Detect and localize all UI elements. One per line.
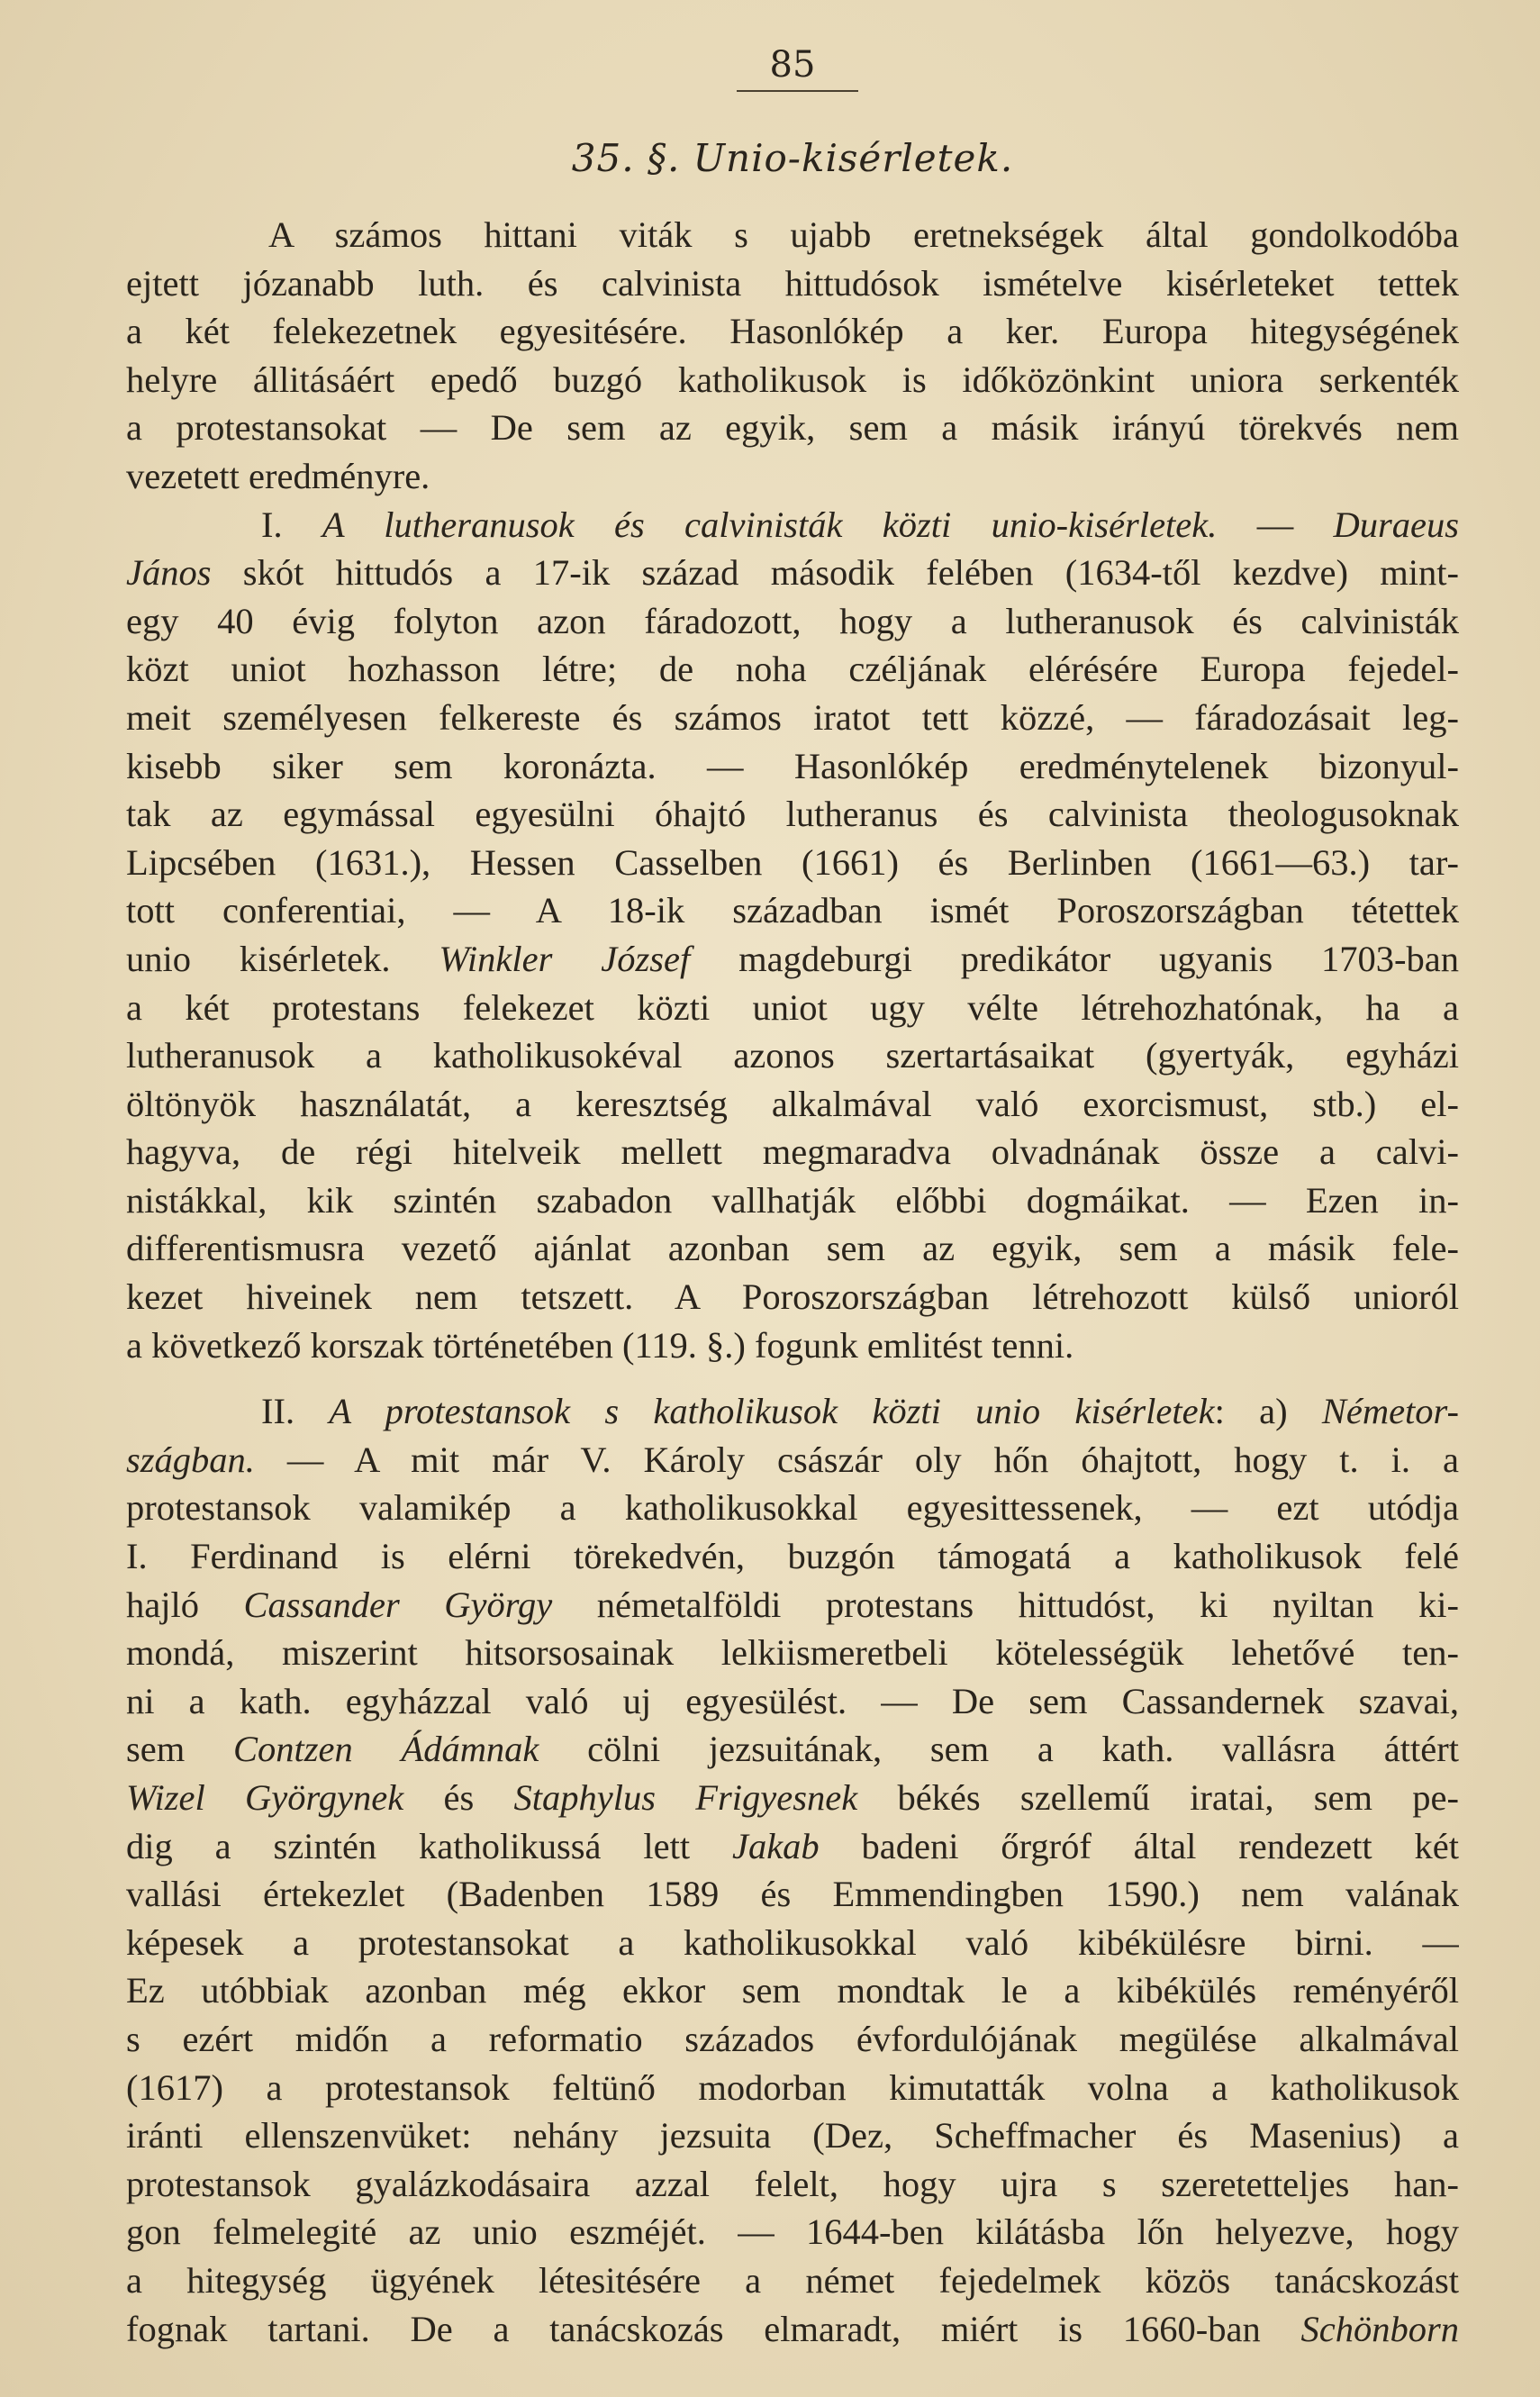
text-line <box>126 1080 1459 1129</box>
text-line <box>126 790 1459 839</box>
text-segment: a következő korszak történetében (119. §.) fogunk emlitést tenni. <box>126 1324 1074 1366</box>
text-line <box>126 1176 1459 1225</box>
text-segment: a két protestans felekezet közti uniot ugy vélte létrehozhatónak, ha a <box>126 986 1459 1028</box>
text-segment: és <box>403 1777 514 1818</box>
text-segment: tott conferentiai, — A 18-ik században ismét Poroszországban tétettek <box>126 890 1459 931</box>
text-line <box>126 1532 1459 1581</box>
text-line <box>126 2111 1459 2160</box>
text-segment: gon felmelegité az unio eszméjét. — 1644-ben kilátásba lőn helyezve, hogy <box>126 2211 1459 2253</box>
text-line <box>126 1966 1459 2015</box>
text-segment: Ez utóbbiak azonban még ekkor sem mondtak le a kibékülés reményéről <box>126 1970 1459 2011</box>
section-title: 35. §. Unio-kisérletek. <box>571 136 1014 180</box>
text-segment: helyre állitásáért epedő buzgó katholikusok is időközönkint uniora serkenték <box>126 359 1459 400</box>
text-line <box>126 1484 1459 1532</box>
text-line <box>126 1774 1459 1822</box>
italic-text: Wizel Györgynek <box>126 1777 404 1818</box>
text-segment: meit személyesen felkereste és számos iratot tett közzé, — fáradozásait leg- <box>126 696 1459 738</box>
text-line <box>126 645 1459 694</box>
text-line <box>126 1128 1459 1176</box>
text-segment: magdeburgi predikátor ugyanis 1703-ban <box>690 938 1459 979</box>
text-segment: hajló <box>126 1584 244 1625</box>
text-segment: badeni őrgróf által rendezett két <box>819 1825 1459 1866</box>
italic-text: A lutheranusok és calvinisták közti unio-kisérletek. <box>322 504 1218 545</box>
text-segment: differentismusra vezető ajánlat azonban sem az egyik, sem a másik fele- <box>126 1228 1459 1269</box>
paragraph-gap <box>126 1369 1459 1387</box>
text-segment: skót hittudós a 17-ik század második felében (1634-től kezdve) mint- <box>211 552 1459 594</box>
text-segment: sem <box>126 1729 233 1770</box>
text-segment: I. Ferdinand is elérni törekedvén, buzgón támogatá a katholikusok felé <box>126 1536 1459 1577</box>
text-line <box>126 211 1459 259</box>
text-line <box>126 935 1459 984</box>
text-segment: vallási értekezlet (Badenben 1589 és Emmendingben 1590.) nem valának <box>126 1874 1459 1915</box>
text-line <box>126 1581 1459 1630</box>
text-segment: cölni jezsuitának, sem a kath. vallásra áttért <box>539 1729 1459 1770</box>
text-line <box>126 1031 1459 1080</box>
page-number: 85 <box>769 44 816 86</box>
text-line <box>126 742 1459 791</box>
text-line <box>126 2305 1459 2354</box>
text-segment: (1617) a protestansok feltünő modorban kimutatták volna a katholikusok <box>126 2066 1459 2108</box>
text-line <box>126 886 1459 935</box>
text-line <box>126 1436 1459 1485</box>
text-segment: : a) <box>1214 1391 1322 1432</box>
text-segment: képesek a protestansokat a katholikusokkal való kibékülésre birni. — <box>126 1921 1459 1963</box>
italic-text: Jakab <box>731 1825 820 1866</box>
italic-text: Cassander György <box>243 1584 553 1625</box>
text-segment: öltönyök használatát, a keresztség alkalmával való exorcismust, stb.) el- <box>126 1083 1459 1124</box>
text-segment: kisebb siker sem koronázta. — Hasonlókép eredménytelenek bizonyul- <box>126 745 1459 786</box>
body-text <box>126 211 1459 2353</box>
text-line <box>126 1870 1459 1919</box>
italic-text: szágban. <box>126 1439 255 1480</box>
italic-text: Staphylus Frigyesnek <box>513 1777 858 1818</box>
italic-text: Contzen Ádámnak <box>232 1729 539 1770</box>
text-line <box>126 2208 1459 2256</box>
text-line <box>126 404 1459 452</box>
text-segment: nistákkal, kik szintén szabadon vallhatják előbbi dogmáikat. — Ezen in- <box>126 1179 1459 1221</box>
text-line <box>126 501 1459 549</box>
text-line <box>126 1321 1459 1370</box>
text-line <box>126 1919 1459 1967</box>
text-segment: kezet hiveinek nem tetszett. A Poroszországban létrehozott külső unioról <box>126 1276 1459 1318</box>
text-segment: Lipcsében (1631.), Hessen Casselben (1661) és Berlinben (1661—63.) tar- <box>126 841 1459 883</box>
italic-text: Duraeus <box>1333 504 1459 545</box>
text-line <box>126 259 1459 308</box>
text-line <box>126 1822 1459 1871</box>
text-segment: protestansok gyalázkodásaira azzal felelt, hogy ujra s szeretetteljes han- <box>126 2163 1459 2204</box>
text-segment: — A mit már V. Károly császár oly hőn óhajtott, hogy t. i. a <box>254 1439 1459 1480</box>
text-segment: egy 40 évig folyton azon fáradozott, hogy a lutheranusok és calvinisták <box>126 600 1459 641</box>
text-line <box>126 549 1459 597</box>
text-line <box>126 2256 1459 2305</box>
italic-text: Winkler József <box>439 938 691 979</box>
text-segment: II. <box>261 1391 330 1432</box>
text-line <box>126 356 1459 404</box>
text-line <box>126 1629 1459 1677</box>
text-line <box>126 452 1459 501</box>
text-segment: tak az egymással egyesülni óhajtó lutheranus és calvinista theologusoknak <box>126 794 1459 835</box>
text-segment: dig a szintén katholikussá lett <box>126 1825 732 1866</box>
text-line <box>126 1725 1459 1774</box>
text-segment: unio kisérletek. <box>126 938 439 979</box>
text-segment: vezetett eredményre. <box>126 455 430 496</box>
text-segment: protestansok valamikép a katholikusokkal egyesittessenek, — ezt utódja <box>126 1487 1459 1529</box>
text-line <box>126 597 1459 646</box>
text-line <box>126 694 1459 742</box>
text-segment: mondá, miszerint hitsorsosainak lelkiismeretbeli kötelességük lehetővé ten- <box>126 1632 1459 1674</box>
text-segment: lutheranusok a katholikusokéval azonos szertartásaikat (gyertyák, egyházi <box>126 1035 1459 1076</box>
text-segment: a protestansokat — De sem az egyik, sem a másik irányú törekvés nem <box>126 407 1459 449</box>
text-line <box>126 2160 1459 2209</box>
text-segment: s ezért midőn a reformatio százados évfordulójának megülése alkalmával <box>126 2018 1459 2059</box>
text-segment: fognak tartani. De a tanácskozás elmaradt, miért is 1660-ban <box>126 2308 1301 2349</box>
italic-text: Németor- <box>1321 1391 1459 1432</box>
text-segment: ni a kath. egyházzal való uj egyesülést. — De sem Cassandernek szavai, <box>126 1680 1459 1721</box>
text-line <box>126 839 1459 887</box>
text-line <box>126 2064 1459 2112</box>
text-line <box>126 307 1459 356</box>
text-segment: hagyva, de régi hitelveik mellett megmaradva olvadnának össze a calvi- <box>126 1131 1459 1173</box>
text-segment: a hitegység ügyének létesitésére a német fejedelmek közös tanácskozást <box>126 2259 1459 2301</box>
text-line <box>126 1677 1459 1726</box>
text-segment: — <box>1217 504 1334 545</box>
text-segment: békés szellemű iratai, sem pe- <box>857 1777 1459 1818</box>
italic-text: Schönborn <box>1300 2308 1459 2349</box>
text-segment: I. <box>261 504 322 545</box>
text-segment: németalföldi protestans hittudóst, ki nyiltan ki- <box>552 1584 1459 1625</box>
text-segment: a két felekezetnek egyesitésére. Hasonlókép a ker. Europa hitegységének <box>126 311 1459 352</box>
text-line <box>126 2015 1459 2064</box>
text-line <box>126 984 1459 1032</box>
text-line <box>126 1273 1459 1321</box>
text-line <box>126 1224 1459 1273</box>
page-number-rule <box>737 90 858 92</box>
text-segment: iránti ellenszenvüket: nehány jezsuita (Dez, Scheffmacher és Masenius) a <box>126 2115 1459 2156</box>
text-line <box>126 1387 1459 1436</box>
text-segment: ejtett józanabb luth. és calvinista hittudósok ismételve kisérleteket tettek <box>126 262 1459 304</box>
italic-text: János <box>126 552 212 594</box>
italic-text: A protestansok s katholikusok közti unio kisérletek <box>329 1391 1215 1432</box>
text-segment: közt uniot hozhasson létre; de noha czéljának elérésére Europa fejedel- <box>126 649 1459 690</box>
text-segment: A számos hittani viták s ujabb eretnekségek által gondolkodóba <box>268 214 1459 255</box>
